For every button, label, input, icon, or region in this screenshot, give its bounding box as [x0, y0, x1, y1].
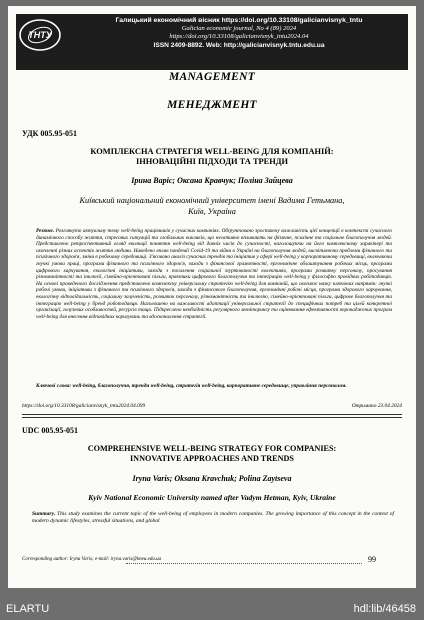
article-page: [8, 6, 416, 588]
authors-en: Iryna Varis; Oksana Kravchuk; Polina Zaytseva: [132, 474, 292, 483]
keywords-uk-label: Ключові слова:: [36, 383, 72, 389]
article-title-uk-line1: КОМПЛЕКСНА СТРАТЕГІЯ WELL-BEING ДЛЯ КОМПАНІЙ:: [90, 147, 334, 156]
affiliation-uk: [38, 196, 386, 217]
summary-en-text: This study examines the current topic of the well-being of employees in modern companies. The growing importance of this concept in the context of modern dynamic lifestyles, stressful situations, and global: [32, 511, 395, 524]
udc-uk: УДК 005.95-051: [22, 129, 78, 138]
divider-bottom: [22, 417, 402, 418]
article-title-uk-line2: ІННОВАЦІЙНІ ПІДХОДИ ТА ТРЕНДИ: [135, 157, 289, 166]
article-title-uk: [28, 147, 396, 167]
abstract-uk-label: Резюме.: [36, 228, 55, 234]
keywords-uk: [36, 383, 392, 390]
section-title-uk: МЕНЕДЖМЕНТ: [167, 99, 257, 111]
divider-top: [22, 414, 402, 415]
udc-en: UDC 005.95-051: [22, 426, 78, 435]
article-title-en-line1: COMPREHENSIVE WELL-BEING STRATEGY FOR COMPANIES:: [87, 444, 337, 453]
affiliation-uk-line2: Київ, Україна: [188, 206, 236, 216]
affiliation-en: Kyiv National Economic University named after Vadym Hetman, Kyiv, Ukraine: [88, 493, 336, 502]
summary-en-label: Summary.: [32, 511, 56, 517]
repository-label[interactable]: ELARTU: [6, 603, 50, 615]
article-title-en-line2: INNOVATIVE APPROACHES AND TRENDS: [129, 454, 294, 464]
university-logo-icon: [18, 16, 62, 54]
viewer-bottom-bar: [0, 596, 424, 620]
article-title-en: [26, 444, 398, 464]
journal-issn-line: ISSN 2409-8892. Web: http://galicianvisnyk.tntu.edu.ua: [153, 41, 325, 49]
keywords-uk-text: well-being, благополуччя, тренди well-being, стратегія well-being, корпоративне середовище, управління персоналом.: [72, 383, 347, 389]
article-doi-link[interactable]: https://doi.org/10.33108/galicianvisnyk_tntu2024.04.099: [22, 403, 146, 409]
handle-label[interactable]: hdl:lib/46458: [353, 603, 416, 615]
abstract-uk-text: Розглянуто актуальну тему well-being працівників у сучасних компаніях. Обґрунтовано зростаючу важливість цієї концепції в контексті сучасного динамічного способу життя, стресових ситуацій та глобальних викликів, що негативно впливають на фізичне, психічне та соціальне благополуччя людей. Представлено ретроспективний огляд еволюції поняття well-being від давніх часів до сучасності, наголошуючи на його комплексному характері та охопленні різних аспектів життя людини. Наведено вплив пандемії Covid-19 та війни в Україні на благополуччя людей, висвітлюючи проблеми фізичного та психічного здоров'я, зміни в робочому середовищі. З'ясовано аналіз сучасних трендів та ініціатив у сфері well-being у корпоративному середовищі, включаючи гнучкі умови праці, програми фізичного та психічного здоров'я, заходи з фінансової грамотності, ергономічне облаштування робочих місць, програми цифрового харчування, екологічні ініціативи, заходи з посилення соціальної згуртованості колективів, програми розвитку персоналу, просування різноманітності та інклюзії, сімейно-орієнтовані пільги, практики цифрового благополуччя та інтеграцію well-being у філософію провідних робітодавців. На основі проведеного дослідження представлено комплексну універсальну стратегію well-being для компаній, що охоплює низку ключових напрямів: гнучкі робочі умови, ініціативи з фізичного та психічного здоров'я, заходи з фінансового благополуччя, ергономічні робочі місця, програми здорового харчування, екологічну відповідальність, соціальну залученість, розвиток персоналу, різноманітність та інклюзію, сімейно-орієнтовані пільги, цифрове благополуччя та інтеграцію well-being у бренд роботодавця. Наголошено на важливості адаптації універсальної стратегії до специфічних потреб та цілей конкретної організації, галузевих особливостей, ресурсів тощо. Підкреслено необхідність регулярного моніторингу та оцінювання ефективності впроваджених програм well-being для внесення відповідних коригувань та вдосконалення стратегії.: [36, 228, 392, 320]
logo-text: ТНТУ: [28, 30, 52, 40]
section-title-en: MANAGEMENT: [168, 71, 256, 83]
corresponding-author: Corresponding author: Iryna Varis; e-mail: iryna.varis@kneu.edu.ua: [22, 557, 162, 562]
journal-doi-line: https://doi.org/10.33108/galicianvisnyk_tntu2024.04: [169, 33, 309, 41]
journal-name-line: Галицький економічний вісник https://doi.org/10.33108/galicianvisnyk_tntu: [115, 17, 363, 24]
journal-header-text: [74, 17, 404, 50]
page-number: 99: [368, 555, 376, 564]
summary-en: [32, 511, 394, 525]
affiliation-uk-line1: Київський національний економічний університет імені Вадима Гетьмана,: [79, 196, 345, 205]
doi-row: [22, 403, 402, 409]
journal-header: [16, 14, 408, 70]
authors-uk: Ірина Варіс; Оксана Кравчук; Поліна Зайцева: [131, 176, 293, 185]
received-date: Отримано 23.04.2024: [351, 403, 402, 409]
footer-dotted-line: [126, 563, 362, 564]
abstract-uk: [36, 228, 392, 320]
journal-issue-line: Galician economic journal, No 4 (89) 2024: [181, 25, 297, 33]
